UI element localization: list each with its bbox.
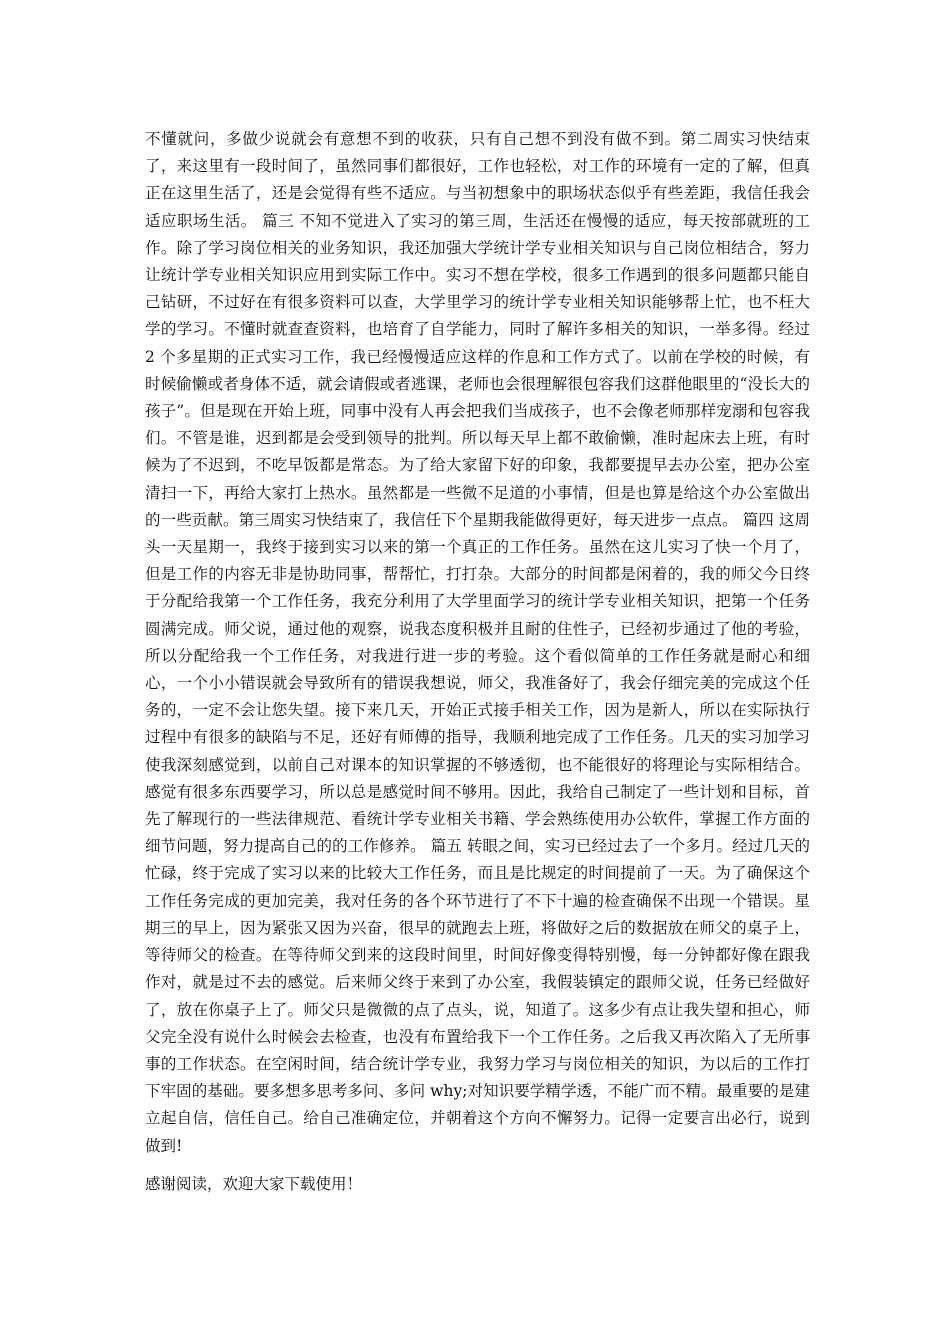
body-paragraph: 不懂就问，多做少说就会有意想不到的收获，只有自己想不到没有做不到。第二周实习快结束了，来这里有一段时间了，虽然同事们都很好，工作也轻松，对工作的环境有一定的了解，但真正在这里生活了，还是会觉得有些不适应。与当初想象中的职场状态似乎有些差距，我信任我会适应职场生活。 篇三 不知不觉进入了实习的第三周，生活还在慢慢的适应，每天按部就班的工作。除了学习岗位相关的业务知识，我还加强大学统计学专业相关知识与自己岗位相结合，努力让统计学专业相关知识应用到实际工作中。实习不想在学校，很多工作遇到的很多问题都只能自己钻研，不过好在有很多资料可以查，大学里学习的统计学专业相关知识能够帮上忙，也不枉大学的学习。不懂时就查查资料，也培育了自学能力，同时了解许多相关的知识，一举多得。经过 2 个多星期的正式实习工作，我已经慢慢适应这样的作息和工作方式了。以前在学校的时候，有时候偷懒或者身体不适，就会请假或者逃课，老师也会很理解很包容我们这群他眼里的“没长大的孩子”。但是现在开始上班，同事中没有人再会把我们当成孩子，也不会像老师那样宠溺和包容我们。不管是谁，迟到都是会受到领导的批判。所以每天早上都不敢偷懒，准时起床去上班，有时候为了不迟到，不吃早饭都是常态。为了给大家留下好的印象，我都要提早去办公室，把办公室清扫一下，再给大家打上热水。虽然都是一些微不足道的小事情，但是也算是给这个办公室做出的一些贡献。第三周实习快结束了，我信任下个星期我能做得更好，每天进步一点点。 篇四 这周头一天星期一，我终于接到实习以来的第一个真正的工作任务。虽然在这儿实习了快一个月了，但是工作的内容无非是协助同事，帮帮忙，打打杂。大部分的时间都是闲着的，我的师父今日终于分配给我第一个工作任务，我充分利用了大学里面学习的统计学专业相关知识，把第一个任务圆满完成。师父说，通过他的观察，说我态度积极并且耐的住性子，已经初步通过了他的考验，所以分配给我一个工作任务，对我进行进一步的考验。这个看似简单的工作任务就是耐心和细心，一个小小错误就会导致所有的错误我想说，师父，我准备好了，我会仔细完美的完成这个任务的，一定不会让您失望。接下来几天，开始正式接手相关工作，因为是新人，所以在实际执行过程中有很多的缺陷与不足，还好有师傅的指导，我顺利地完成了工作任务。几天的实习加学习使我深刻感觉到，以前自己对课本的知识掌握的不够透彻，也不能很好的将理论与实际相结合。感觉有很多东西要学习，所以总是感觉时间不够用。因此，我给自己制定了一些计划和目标，首先了解现行的一些法律规范、看统计学专业相关书籍、学会熟练使用办公软件，掌握工作方面的细节问题，努力提高自己的的工作修养。 篇五 转眼之间，实习已经过去了一个多月。经过几天的忙碌，终于完成了实习以来的比较大工作任务，而且是比规定的时间提前了一天。为了确保这个工作任务完成的更加完美，我对任务的各个环节进行了不下十遍的检查确保不出现一个错误。星期三的早上，因为紧张又因为兴奋，很早的就跑去上班，将做好之后的数据放在师父的桌子上，等待师父的检查。在等待师父到来的这段时间里，时间好像变得特别慢，每一分钟都好像在跟我作对，就是过不去的感觉。后来师父终于来到了办公室，我假装镇定的跟师父说，任务已经做好了，放在你桌子上了。师父只是微微的点了点头，说，知道了。这多少有点让我失望和担心，师父完全没有说什么时候会去检查，也没有布置给我下一个工作任务。之后我又再次陷入了无所事事的工作状态。在空闲时间，结合统计学专业，我努力学习与岗位相关的知识，为以后的工作打下牢固的基础。要多想多思考多问、多问 why;对知识要学精学透，不能广而不精。最重要的是建立起自信，信任自己。给自己准确定位，并朝着这个方向不懈努力。记得一定要言出必行，说到做到! (145, 130, 810, 1155)
footer-note: 感谢阅读，欢迎大家下载使用！ (145, 1175, 363, 1193)
